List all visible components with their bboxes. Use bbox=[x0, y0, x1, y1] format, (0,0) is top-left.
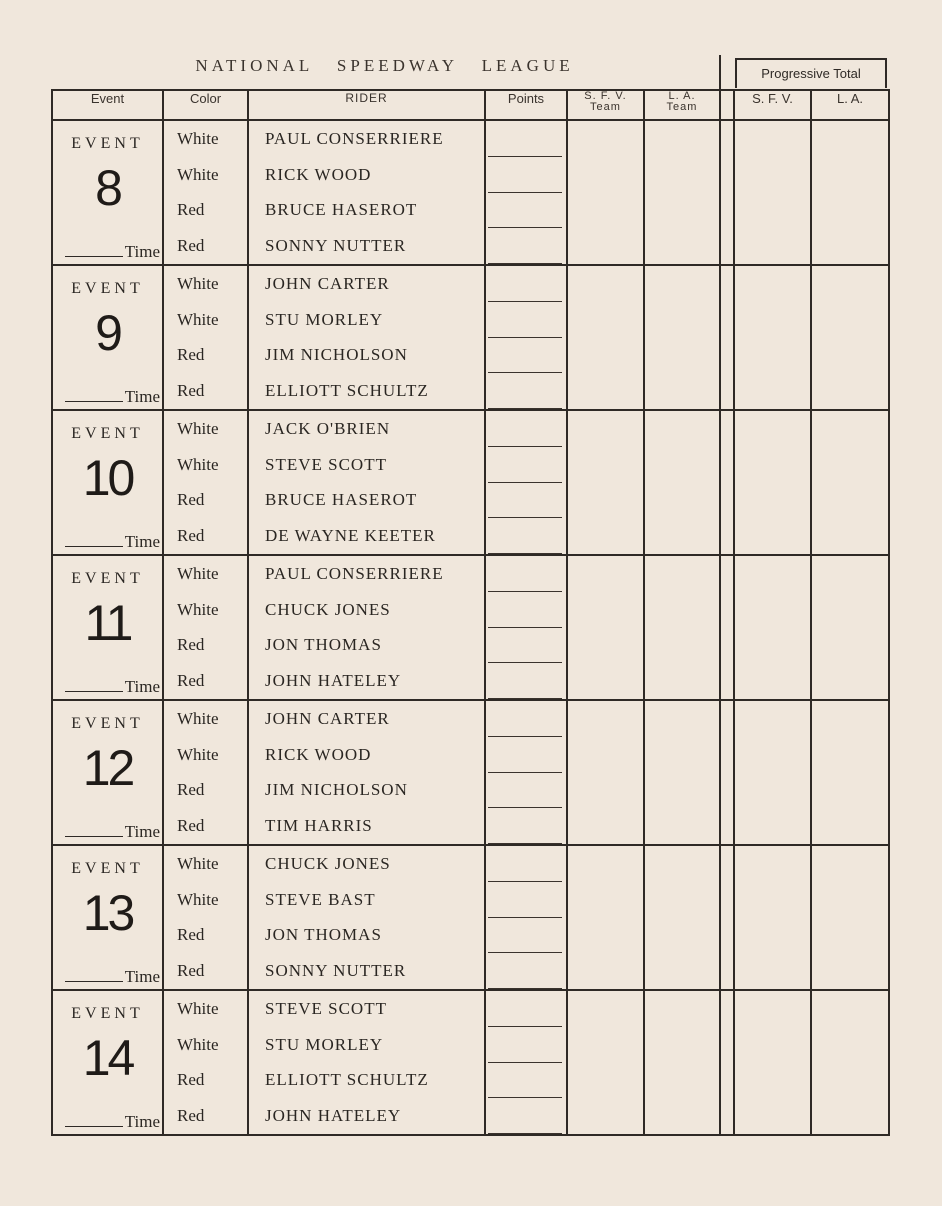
event-cell bbox=[52, 265, 163, 410]
rider-color: White bbox=[177, 744, 219, 764]
la-total-cell bbox=[811, 990, 889, 1135]
la-team-cell bbox=[644, 555, 720, 700]
time-label: Time bbox=[124, 1112, 160, 1131]
rider-name: CHUCK JONES bbox=[265, 853, 391, 873]
header-rider: RIDER bbox=[248, 90, 485, 120]
points-entry-line[interactable] bbox=[488, 701, 562, 737]
rider-color: White bbox=[177, 563, 219, 583]
event-cell bbox=[52, 700, 163, 845]
event-row bbox=[52, 555, 889, 700]
header-la-total: L. A. bbox=[811, 90, 889, 120]
event-number: 9 bbox=[95, 305, 120, 361]
event-time bbox=[65, 967, 160, 987]
event-time bbox=[65, 822, 160, 842]
rider-color: White bbox=[177, 418, 219, 438]
la-total-cell bbox=[811, 410, 889, 555]
rider-cell bbox=[248, 265, 485, 410]
header-row bbox=[52, 90, 889, 120]
points-entry-line[interactable] bbox=[488, 663, 562, 699]
rider-name: JOHN CARTER bbox=[265, 708, 390, 728]
rider-name: RICK WOOD bbox=[265, 744, 372, 764]
rider-name: STU MORLEY bbox=[265, 1034, 384, 1054]
event-time bbox=[65, 1112, 160, 1132]
sfv-team-cell bbox=[567, 700, 644, 845]
event-row bbox=[52, 990, 889, 1135]
sfv-total-cell bbox=[734, 265, 811, 410]
time-label: Time bbox=[124, 822, 160, 841]
points-entry-line[interactable] bbox=[488, 953, 562, 989]
rider-color: White bbox=[177, 708, 219, 728]
rider-name: JON THOMAS bbox=[265, 635, 382, 655]
time-label: Time bbox=[124, 967, 160, 986]
rider-name: ELLIOTT SCHULTZ bbox=[265, 1070, 429, 1090]
rider-color: Red bbox=[177, 345, 205, 365]
points-cell bbox=[485, 990, 567, 1135]
event-word: EVENT bbox=[71, 570, 144, 587]
event-cell bbox=[52, 845, 163, 990]
color-cell bbox=[163, 845, 248, 990]
event-time bbox=[65, 387, 160, 407]
points-cell bbox=[485, 265, 567, 410]
gap-cell bbox=[720, 265, 734, 410]
time-label: Time bbox=[124, 677, 160, 696]
progressive-total-label: Progressive Total bbox=[735, 58, 887, 88]
points-entry-line[interactable] bbox=[488, 1098, 562, 1134]
rider-name: DE WAYNE KEETER bbox=[265, 526, 436, 546]
rider-color: White bbox=[177, 164, 219, 184]
event-number: 8 bbox=[95, 160, 120, 216]
points-entry-line[interactable] bbox=[488, 447, 562, 483]
rider-name: CHUCK JONES bbox=[265, 599, 391, 619]
points-entry-line[interactable] bbox=[488, 991, 562, 1027]
rider-color: Red bbox=[177, 381, 205, 401]
points-entry-line[interactable] bbox=[488, 592, 562, 628]
color-cell bbox=[163, 265, 248, 410]
rider-color: White bbox=[177, 599, 219, 619]
event-word: EVENT bbox=[71, 280, 144, 297]
la-total-cell bbox=[811, 845, 889, 990]
rider-color: White bbox=[177, 128, 219, 148]
la-total-cell bbox=[811, 120, 889, 265]
rider-name: JACK O'BRIEN bbox=[265, 418, 391, 438]
time-label: Time bbox=[124, 387, 160, 406]
la-team-cell bbox=[644, 120, 720, 265]
sfv-team-cell bbox=[567, 845, 644, 990]
event-row bbox=[52, 845, 889, 990]
rider-cell bbox=[248, 555, 485, 700]
la-team-cell bbox=[644, 990, 720, 1135]
time-entry-line[interactable] bbox=[65, 256, 123, 257]
rider-color: Red bbox=[177, 816, 205, 836]
page-title: NATIONAL SPEEDWAY LEAGUE bbox=[195, 56, 574, 75]
color-cell bbox=[163, 990, 248, 1135]
rider-name: JOHN HATELEY bbox=[265, 1106, 402, 1126]
color-cell bbox=[163, 700, 248, 845]
event-word: EVENT bbox=[71, 425, 144, 442]
event-cell bbox=[52, 120, 163, 265]
points-entry-line[interactable] bbox=[488, 266, 562, 302]
time-entry-line[interactable] bbox=[65, 401, 123, 402]
la-team-cell bbox=[644, 410, 720, 555]
sfv-total-cell bbox=[734, 700, 811, 845]
gap-cell bbox=[720, 410, 734, 555]
points-cell bbox=[485, 700, 567, 845]
rider-color: White bbox=[177, 1034, 219, 1054]
column-divider bbox=[719, 55, 721, 90]
points-cell bbox=[485, 845, 567, 990]
gap-cell bbox=[720, 990, 734, 1135]
sfv-total-cell bbox=[734, 845, 811, 990]
rider-color: White bbox=[177, 273, 219, 293]
color-cell bbox=[163, 410, 248, 555]
points-entry-line[interactable] bbox=[488, 193, 562, 229]
rider-color: Red bbox=[177, 780, 205, 800]
rider-name: RICK WOOD bbox=[265, 164, 372, 184]
event-word: EVENT bbox=[71, 860, 144, 877]
points-entry-line[interactable] bbox=[488, 918, 562, 954]
event-row bbox=[52, 700, 889, 845]
rider-name: JON THOMAS bbox=[265, 925, 382, 945]
header-points: Points bbox=[485, 90, 567, 120]
rider-color: White bbox=[177, 309, 219, 329]
la-total-cell bbox=[811, 265, 889, 410]
rider-cell bbox=[248, 410, 485, 555]
rider-name: SONNY NUTTER bbox=[265, 236, 407, 256]
event-time bbox=[65, 532, 160, 552]
rider-name: BRUCE HASEROT bbox=[265, 490, 418, 510]
event-number: 13 bbox=[82, 885, 133, 941]
points-entry-line[interactable] bbox=[488, 1027, 562, 1063]
rider-name: JIM NICHOLSON bbox=[265, 345, 408, 365]
points-cell bbox=[485, 120, 567, 265]
rider-color: Red bbox=[177, 236, 205, 256]
event-time bbox=[65, 242, 160, 262]
rider-color: Red bbox=[177, 925, 205, 945]
sfv-team-cell bbox=[567, 990, 644, 1135]
event-cell bbox=[52, 555, 163, 700]
sfv-team-cell bbox=[567, 265, 644, 410]
rider-name: SONNY NUTTER bbox=[265, 961, 407, 981]
sfv-total-cell bbox=[734, 410, 811, 555]
sfv-team-cell bbox=[567, 120, 644, 265]
rider-name: STEVE SCOTT bbox=[265, 998, 387, 1018]
rider-color: White bbox=[177, 454, 219, 474]
header-sfv-team: S. F. V. Team bbox=[567, 90, 644, 120]
event-row bbox=[52, 120, 889, 265]
rider-color: Red bbox=[177, 1070, 205, 1090]
points-entry-line[interactable] bbox=[488, 157, 562, 193]
rider-color: Red bbox=[177, 490, 205, 510]
color-cell bbox=[163, 120, 248, 265]
sfv-total-cell bbox=[734, 120, 811, 265]
rider-name: STEVE SCOTT bbox=[265, 454, 387, 474]
header-la-team: L. A. Team bbox=[644, 90, 720, 120]
rider-name: JOHN HATELEY bbox=[265, 671, 402, 691]
points-entry-line[interactable] bbox=[488, 483, 562, 519]
sfv-total-cell bbox=[734, 555, 811, 700]
rider-name: STEVE BAST bbox=[265, 889, 376, 909]
points-entry-line[interactable] bbox=[488, 773, 562, 809]
points-entry-line[interactable] bbox=[488, 882, 562, 918]
la-total-cell bbox=[811, 700, 889, 845]
la-total-cell bbox=[811, 555, 889, 700]
rider-name: PAUL CONSERRIERE bbox=[265, 563, 444, 583]
rider-color: Red bbox=[177, 961, 205, 981]
rider-name: BRUCE HASEROT bbox=[265, 200, 418, 220]
time-label: Time bbox=[124, 532, 160, 551]
time-entry-line[interactable] bbox=[65, 1126, 123, 1127]
points-entry-line[interactable] bbox=[488, 846, 562, 882]
time-entry-line[interactable] bbox=[65, 836, 123, 837]
points-entry-line[interactable] bbox=[488, 808, 562, 844]
event-word: EVENT bbox=[71, 1005, 144, 1022]
rider-name: JIM NICHOLSON bbox=[265, 780, 408, 800]
rider-color: White bbox=[177, 889, 219, 909]
points-entry-line[interactable] bbox=[488, 338, 562, 374]
la-team-cell bbox=[644, 845, 720, 990]
rider-cell bbox=[248, 990, 485, 1135]
event-word: EVENT bbox=[71, 715, 144, 732]
gap-cell bbox=[720, 700, 734, 845]
points-entry-line[interactable] bbox=[488, 228, 562, 264]
gap-cell bbox=[720, 120, 734, 265]
header-color: Color bbox=[163, 90, 248, 120]
rider-cell bbox=[248, 845, 485, 990]
event-time bbox=[65, 677, 160, 697]
rider-name: JOHN CARTER bbox=[265, 273, 390, 293]
sfv-team-cell bbox=[567, 410, 644, 555]
rider-name: PAUL CONSERRIERE bbox=[265, 128, 444, 148]
points-entry-line[interactable] bbox=[488, 556, 562, 592]
rider-color: White bbox=[177, 998, 219, 1018]
sfv-total-cell bbox=[734, 990, 811, 1135]
points-entry-line[interactable] bbox=[488, 121, 562, 157]
gap-cell bbox=[720, 555, 734, 700]
color-cell bbox=[163, 555, 248, 700]
rider-color: Red bbox=[177, 526, 205, 546]
rider-color: White bbox=[177, 853, 219, 873]
rider-cell bbox=[248, 700, 485, 845]
time-entry-line[interactable] bbox=[65, 691, 123, 692]
points-cell bbox=[485, 410, 567, 555]
sfv-team-cell bbox=[567, 555, 644, 700]
scoring-table bbox=[51, 89, 890, 1136]
rider-cell bbox=[248, 120, 485, 265]
points-entry-line[interactable] bbox=[488, 302, 562, 338]
event-number: 11 bbox=[84, 595, 131, 651]
rider-color: Red bbox=[177, 200, 205, 220]
la-team-cell bbox=[644, 700, 720, 845]
event-row bbox=[52, 410, 889, 555]
header-sfv-total: S. F. V. bbox=[734, 90, 811, 120]
points-entry-line[interactable] bbox=[488, 373, 562, 409]
points-entry-line[interactable] bbox=[488, 518, 562, 554]
event-number: 12 bbox=[82, 740, 133, 796]
header-event: Event bbox=[52, 90, 163, 120]
event-row bbox=[52, 265, 889, 410]
rider-color: Red bbox=[177, 1106, 205, 1126]
points-entry-line[interactable] bbox=[488, 737, 562, 773]
la-team-cell bbox=[644, 265, 720, 410]
event-number: 10 bbox=[82, 450, 133, 506]
time-label: Time bbox=[124, 242, 160, 261]
rider-color: Red bbox=[177, 635, 205, 655]
rider-name: STU MORLEY bbox=[265, 309, 384, 329]
points-entry-line[interactable] bbox=[488, 1063, 562, 1099]
event-cell bbox=[52, 990, 163, 1135]
rider-name: ELLIOTT SCHULTZ bbox=[265, 381, 429, 401]
rider-name: TIM HARRIS bbox=[265, 816, 373, 836]
points-cell bbox=[485, 555, 567, 700]
event-number: 14 bbox=[82, 1030, 133, 1086]
time-entry-line[interactable] bbox=[65, 981, 123, 982]
time-entry-line[interactable] bbox=[65, 546, 123, 547]
gap-cell bbox=[720, 845, 734, 990]
header-gap bbox=[720, 90, 734, 120]
points-entry-line[interactable] bbox=[488, 628, 562, 664]
event-word: EVENT bbox=[71, 135, 144, 152]
event-cell bbox=[52, 410, 163, 555]
points-entry-line[interactable] bbox=[488, 411, 562, 447]
rider-color: Red bbox=[177, 671, 205, 691]
